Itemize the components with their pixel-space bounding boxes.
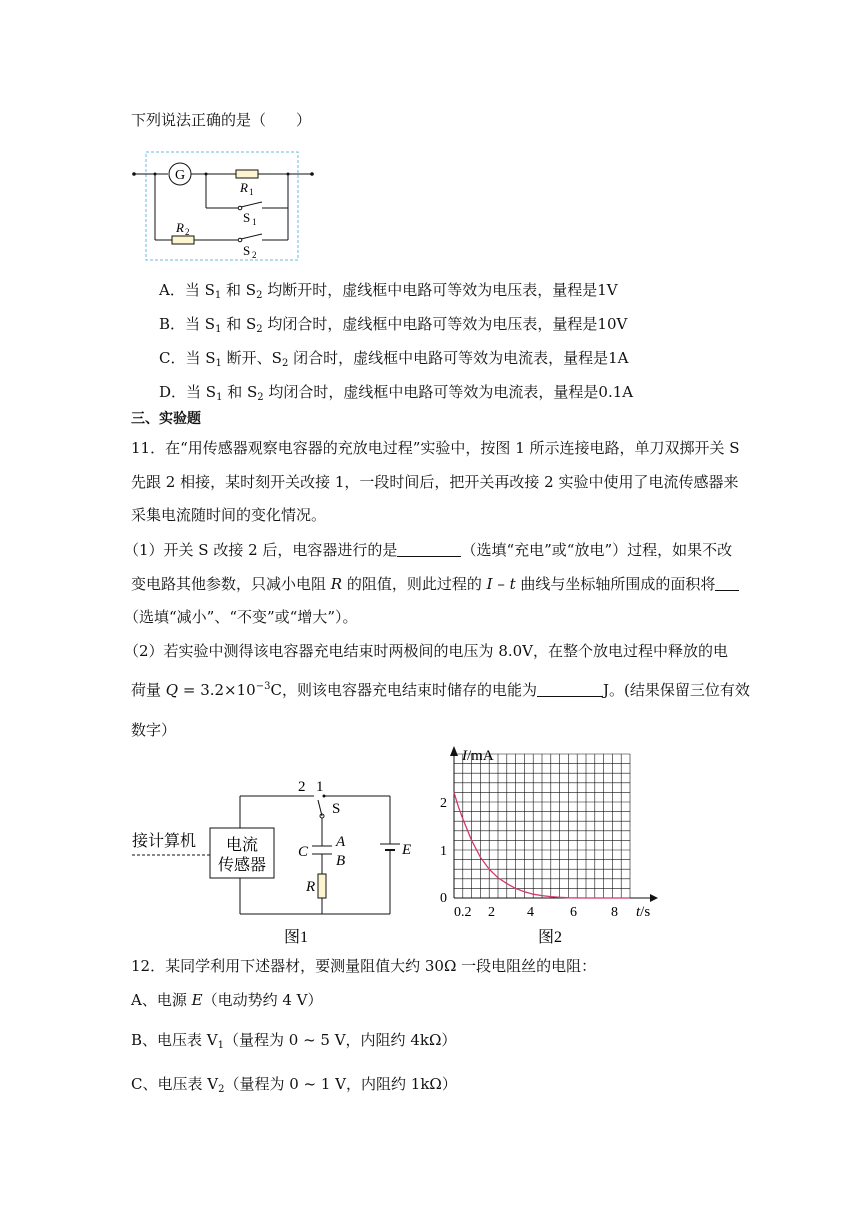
figure-2-caption: 图2 [538, 929, 563, 946]
q12-stem: 12．某同学利用下述器材，要测量阻值大约 30Ω 一段电阻丝的电阻： [131, 957, 597, 975]
answer-blank-1[interactable] [397, 542, 461, 557]
option-c[interactable]: C．当 $S_1$ 断开、$S_2$ 闭合时，虚线框中电路可等效为电流表，量程是1A [159, 349, 629, 369]
svg-text:E: E [402, 842, 412, 858]
svg-text:传感器: 传感器 [218, 857, 267, 874]
q10-circuit-diagram [128, 150, 318, 262]
q11-line2: 先跟 2 相接，某时刻开关改接 1，一段时间后，把开关再改接 2 实验中使用了电流传感器来 [131, 473, 739, 491]
svg-text:C: C [298, 844, 309, 860]
y-axis-label: I/mA [462, 748, 494, 764]
q11-part1-line1: （1）开关 S 改接 2 后，电容器进行的是 （选填“充电”或“放电”）过程，如果不改 [124, 541, 733, 559]
svg-text:2: 2 [185, 227, 190, 237]
q11-line3: 采集电流随时间的变化情况。 [131, 506, 327, 524]
answer-blank-3[interactable] [537, 682, 603, 697]
q10-stem: 下列说法正确的是（ ） [131, 111, 312, 129]
chart-grid [454, 754, 630, 898]
x-tick-2: 2 [488, 905, 495, 920]
figure-2-chart [428, 744, 668, 948]
svg-text:B: B [336, 853, 346, 869]
figure-1-circuit [128, 770, 428, 950]
section-heading: 三、实验题 [131, 411, 201, 427]
svg-text:图1: 图1 [284, 929, 309, 946]
y-tick-0: 0 [440, 891, 447, 906]
svg-text:2: 2 [252, 250, 257, 260]
svg-text:接计算机: 接计算机 [132, 833, 197, 850]
svg-text:R: R [240, 180, 248, 195]
q11-part1-line3: （选填“减小”、“不变”或“增大”）。 [124, 608, 358, 626]
svg-text:S: S [243, 210, 251, 225]
option-a[interactable]: A．当 $S_1$ 和 $S_2$ 均断开时，虚线框中电路可等效为电压表，量程是1V [159, 281, 618, 301]
x-tick-0.2: 0.2 [454, 905, 472, 920]
svg-text:1: 1 [316, 779, 324, 795]
svg-text:A: A [336, 834, 346, 850]
option-d[interactable]: D．当 $S_1$ 和 $S_2$ 均闭合时，虚线框中电路可等效为电流表，量程是0.1A [159, 383, 634, 403]
svg-text:S: S [243, 243, 251, 258]
q11-part2-line1: （2）若实验中测得该电容器充电结束时两极间的电压为 8.0V，在整个放电过程中释放的电 [124, 642, 729, 660]
r2-resistor [172, 236, 194, 244]
answer-blank-2[interactable] [715, 576, 739, 591]
resistor-r [318, 874, 326, 898]
svg-text:2: 2 [298, 779, 306, 795]
q11-part2-line3: 数字） [131, 721, 177, 739]
q12-item-c: C、电压表 $V_2$（量程为 0 ~ 1 V，内阻约 1kΩ） [131, 1075, 457, 1095]
x-axis-label: t/s [636, 904, 651, 920]
svg-text:1: 1 [252, 217, 257, 227]
q11-part1-line2: 变电路其他参数，只减小电阻 R 的阻值，则此过程的 I – t 曲线与坐标轴所围成的面积将 [131, 574, 739, 594]
svg-text:S: S [332, 801, 341, 817]
q11-line1: 11．在“用传感器观察电容器的充放电过程”实验中，按图 1 所示连接电路，单刀双掷开关 S [131, 439, 740, 457]
svg-text:1: 1 [249, 187, 254, 197]
x-axis-arrow [650, 894, 658, 902]
q12-item-a: A、电源 E（电动势约 4 V） [131, 991, 323, 1009]
r1-resistor [236, 170, 258, 178]
svg-text:电流: 电流 [226, 837, 259, 854]
y-tick-1: 1 [440, 844, 447, 859]
y-axis-arrow [450, 746, 458, 756]
x-tick-8: 8 [611, 905, 618, 920]
x-tick-6: 6 [570, 905, 577, 920]
option-b[interactable]: B．当 $S_1$ 和 $S_2$ 均闭合时，虚线框中电路可等效为电压表，量程是10V [159, 315, 628, 335]
svg-text:R: R [306, 879, 316, 895]
y-tick-2: 2 [440, 796, 447, 811]
galvanometer-label: G [175, 168, 186, 183]
q11-part2-line2: 荷量 $Q = 3.2\times 10^{-3}C$，则该电容器充电结束时储存的电能为 J。(结果保留三位有效 [131, 681, 750, 699]
x-tick-4: 4 [527, 905, 534, 920]
svg-text:R: R [176, 220, 184, 235]
q12-item-b: B、电压表 $V_1$（量程为 0 ~ 5 V，内阻约 4kΩ） [131, 1031, 457, 1051]
